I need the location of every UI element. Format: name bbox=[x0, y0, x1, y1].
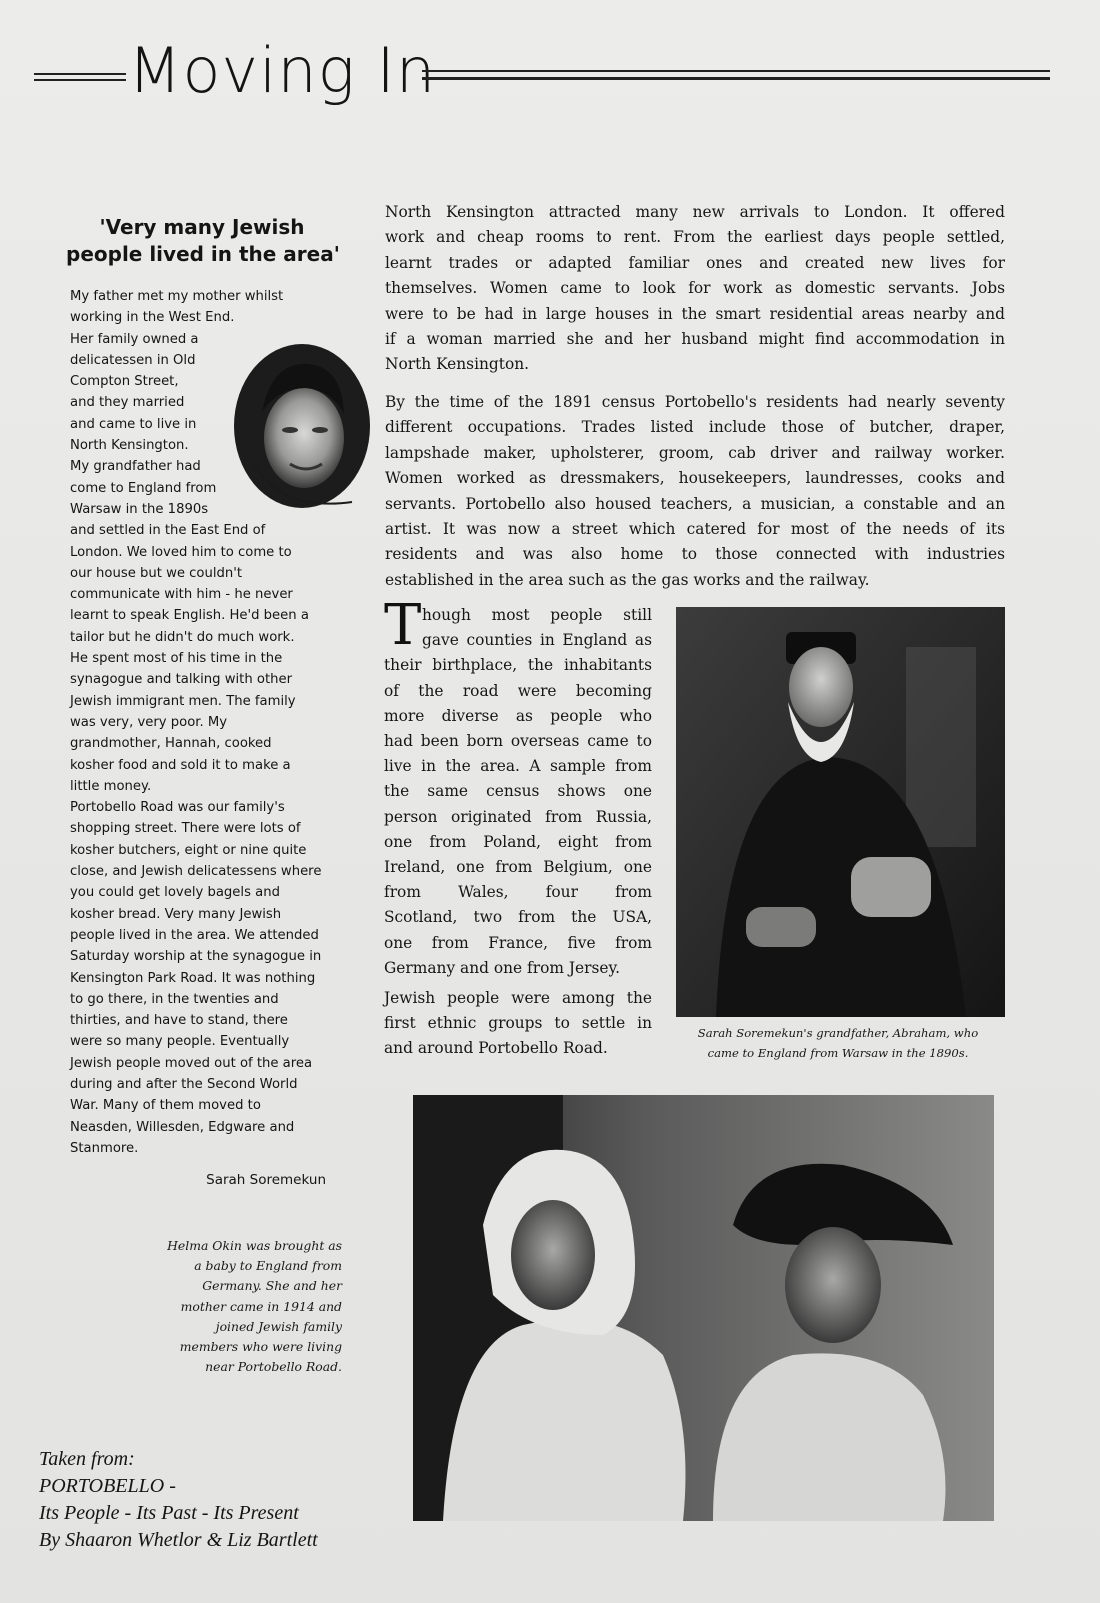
sidebar-text-line: Neasden, Willesden, Edgware and bbox=[70, 1119, 295, 1135]
sidebar-text-line: He spent most of his time in the bbox=[70, 651, 283, 667]
source-credit-line: Taken from: bbox=[39, 1448, 135, 1470]
sidebar-text-line: come to England from bbox=[70, 480, 217, 496]
helma-photo-graphic bbox=[413, 1095, 994, 1521]
body-text-line: their birthplace, the inhabitants bbox=[384, 656, 652, 675]
body-text-line: learnt trades or adapted familiar ones and created new lives for bbox=[385, 253, 1005, 272]
body-text-line: had been born overseas came to bbox=[384, 732, 652, 751]
helma-caption-line: near Portobello Road. bbox=[205, 1359, 342, 1375]
abraham-photo-caption bbox=[672, 1023, 1004, 1063]
sidebar-text-line: Kensington Park Road. It was nothing bbox=[70, 970, 316, 986]
abraham-caption-line: Sarah Soremekun's grandfather, Abraham, who bbox=[697, 1026, 979, 1040]
sidebar-text-line: kosher butchers, eight or nine quite bbox=[70, 842, 307, 858]
sidebar-text-line: during and after the Second World bbox=[70, 1076, 298, 1092]
body-text-line: North Kensington attracted many new arrivals to London. It offered bbox=[385, 203, 1005, 221]
sidebar-text-line: was very, very poor. My bbox=[70, 714, 228, 730]
sidebar-text-line: to go there, in the twenties and bbox=[70, 991, 279, 1007]
body-text-line: if a woman married she and her husband might find accommodation in bbox=[385, 330, 1005, 349]
source-credit bbox=[39, 1446, 318, 1554]
body-text-line: first ethnic groups to settle in bbox=[384, 1014, 652, 1033]
sidebar-text-line: close, and Jewish delicatessens where bbox=[70, 864, 322, 880]
body-text-line: servants. Portobello also housed teachers, a musician, a constable and an bbox=[385, 494, 1005, 513]
body-text-line: gave counties in England as bbox=[422, 631, 652, 650]
sidebar-text-line: Jewish immigrant men. The family bbox=[70, 693, 296, 709]
sidebar-heading-line: people lived in the area' bbox=[66, 242, 340, 266]
abraham-photo-graphic bbox=[676, 607, 1005, 1017]
sidebar-text-line: London. We loved him to come to bbox=[70, 544, 292, 560]
sidebar-text-line: North Kensington. bbox=[70, 438, 189, 454]
sidebar-text-line: you could get lovely bagels and bbox=[70, 885, 280, 901]
page-title: Moving In bbox=[128, 34, 437, 107]
sidebar-text-line: My grandfather had bbox=[70, 459, 201, 475]
source-credit-line: PORTOBELLO - bbox=[39, 1475, 176, 1497]
abraham-photo bbox=[676, 607, 1005, 1017]
sidebar-heading bbox=[66, 214, 338, 268]
paragraph-census bbox=[385, 390, 1005, 593]
sidebar-text-line: were so many people. Eventually bbox=[70, 1034, 290, 1050]
body-text-line: themselves. Women came to look for work as domestic servants. Jobs bbox=[385, 279, 1005, 298]
title-rule-left bbox=[34, 73, 126, 81]
drop-cap: T bbox=[384, 593, 422, 658]
title-rule-right bbox=[422, 70, 1050, 80]
paragraph-intro bbox=[385, 200, 1005, 378]
sidebar-text-line: Her family owned a bbox=[70, 331, 199, 347]
sidebar-text-line: communicate with him - he never bbox=[70, 587, 293, 603]
sarah-portrait-photo bbox=[232, 342, 372, 510]
sidebar-text-line: tailor but he didn't do much work. bbox=[70, 629, 295, 645]
body-text-line: hough most people still bbox=[422, 606, 652, 624]
body-text-line: were to be had in large houses in the smart residential areas nearby and bbox=[385, 304, 1005, 323]
helma-caption-line: Germany. She and her bbox=[202, 1278, 342, 1294]
body-text-line: the same census shows one bbox=[384, 782, 652, 801]
sidebar-text-line: Warsaw in the 1890s bbox=[70, 501, 209, 517]
body-text-line: Jewish people were among the bbox=[384, 989, 652, 1007]
body-text-line: live in the area. A sample from bbox=[384, 757, 652, 776]
sidebar-text-line: Stanmore. bbox=[70, 1140, 139, 1156]
body-text-line: one from Poland, eight from bbox=[384, 832, 652, 851]
body-text-line: of the road were becoming bbox=[384, 681, 652, 700]
sidebar-text-line: our house but we couldn't bbox=[70, 565, 243, 581]
helma-photo-caption bbox=[140, 1236, 342, 1377]
sidebar-text-line: working in the West End. bbox=[70, 310, 235, 326]
sidebar-text-line: people lived in the area. We attended bbox=[70, 927, 319, 943]
sidebar-text-line: My father met my mother whilst bbox=[70, 289, 284, 304]
body-text-line: artist. It was now a street which catered for most of the needs of its bbox=[385, 520, 1005, 539]
sidebar-text-line: synagogue and talking with other bbox=[70, 672, 293, 688]
sidebar-text-line: shopping street. There were lots of bbox=[70, 821, 301, 837]
body-text-line: Ireland, one from Belgium, one bbox=[384, 858, 652, 877]
sidebar-text-line: Compton Street, bbox=[70, 374, 179, 390]
sidebar-text-line: kosher bread. Very many Jewish bbox=[70, 906, 282, 922]
sidebar-text-line: delicatessen in Old bbox=[70, 352, 196, 368]
body-text-line: North Kensington. bbox=[385, 355, 530, 374]
quote-attribution: Sarah Soremekun bbox=[206, 1172, 326, 1188]
body-text-line: Scotland, two from the USA, bbox=[384, 908, 652, 927]
paragraph-jewish-settlers bbox=[384, 986, 652, 1062]
sidebar-text-line: learnt to speak English. He'd been a bbox=[70, 608, 309, 624]
body-text-line: one from France, five from bbox=[384, 933, 652, 952]
helma-caption-line: a baby to England from bbox=[194, 1258, 342, 1274]
body-text-line: person originated from Russia, bbox=[384, 807, 652, 826]
paragraph-diversity bbox=[384, 603, 652, 981]
helma-photo bbox=[413, 1095, 994, 1521]
body-text-line: Women worked as dressmakers, housekeepers, laundresses, cooks and bbox=[385, 469, 1005, 488]
body-text-line: residents and was also home to those connected with industries bbox=[385, 545, 1005, 564]
body-text-line: more diverse as people who bbox=[384, 706, 652, 725]
body-text-line: from Wales, four from bbox=[384, 883, 652, 902]
body-text-line: By the time of the 1891 census Portobello's residents had nearly seventy bbox=[385, 393, 1005, 411]
sidebar-text-line: Portobello Road was our family's bbox=[70, 800, 285, 816]
source-credit-line: By Shaaron Whetlor & Liz Bartlett bbox=[39, 1529, 318, 1551]
sidebar-text-line: kosher food and sold it to make a bbox=[70, 757, 291, 773]
helma-caption-line: joined Jewish family bbox=[215, 1318, 342, 1334]
source-credit-line: Its People - Its Past - Its Present bbox=[39, 1502, 299, 1524]
sidebar-text-line: and settled in the East End of bbox=[70, 523, 266, 539]
helma-caption-line: mother came in 1914 and bbox=[180, 1298, 342, 1314]
helma-caption-line: Helma Okin was brought as bbox=[167, 1238, 342, 1253]
sidebar-text-line: War. Many of them moved to bbox=[70, 1098, 261, 1114]
sidebar-text-line: Saturday worship at the synagogue in bbox=[70, 949, 322, 965]
helma-caption-line: members who were living bbox=[179, 1339, 342, 1355]
sidebar-heading-line: 'Very many Jewish bbox=[99, 215, 305, 239]
body-text-line: lampshade maker, upholsterer, groom, cab driver and railway worker. bbox=[385, 443, 1005, 462]
sidebar-text-line: grandmother, Hannah, cooked bbox=[70, 736, 272, 752]
body-text-line: Germany and one from Jersey. bbox=[384, 958, 621, 977]
sidebar-text-line: and they married bbox=[70, 395, 185, 411]
body-text-line: work and cheap rooms to rent. From the earliest days people settled, bbox=[385, 228, 1005, 247]
sidebar-text-line: and came to live in bbox=[70, 416, 197, 432]
sidebar-text-line: thirties, and have to stand, there bbox=[70, 1013, 288, 1029]
abraham-caption-line: came to England from Warsaw in the 1890s. bbox=[707, 1046, 969, 1060]
body-text-line: different occupations. Trades listed include those of butcher, draper, bbox=[385, 418, 1005, 437]
body-text-line: established in the area such as the gas works and the railway. bbox=[385, 570, 870, 589]
sidebar-text-line: Jewish people moved out of the area bbox=[70, 1055, 313, 1071]
sidebar-text-line: little money. bbox=[70, 778, 152, 794]
body-text-line: and around Portobello Road. bbox=[384, 1039, 608, 1058]
